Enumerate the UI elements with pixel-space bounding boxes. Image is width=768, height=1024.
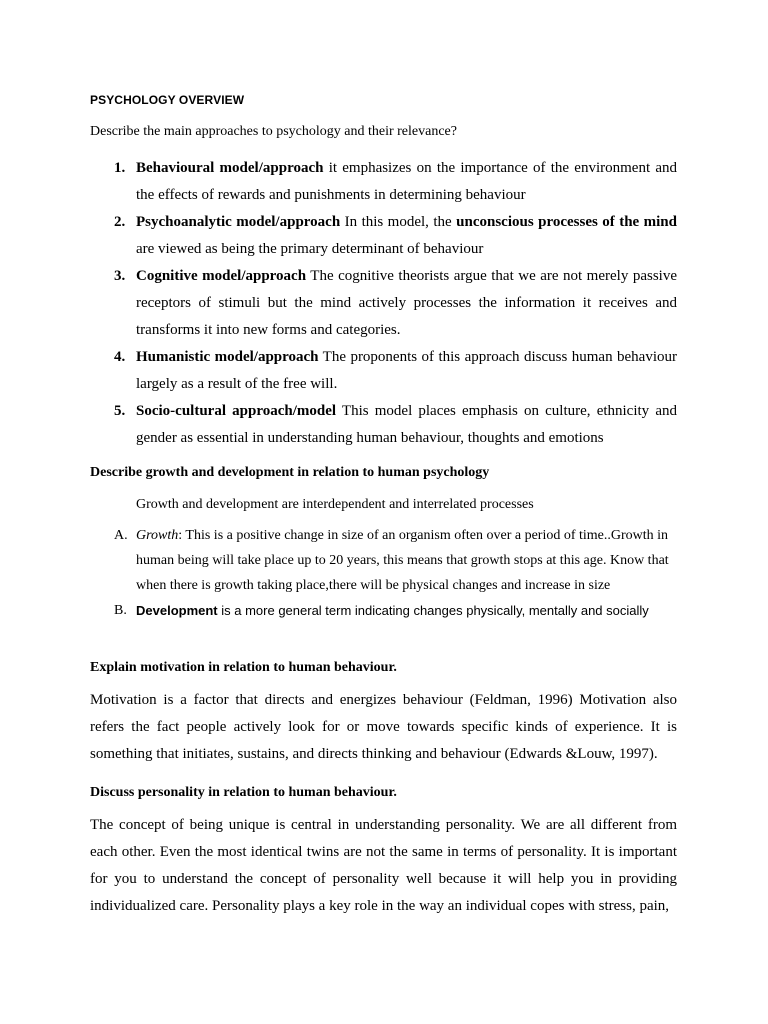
approach-term: Socio-cultural approach/model	[136, 403, 337, 419]
growth-description: : This is a positive change in size of an organism often over a period of time..Growth in human being will take place up to 20 years, this means that growth stops at this age. Know that when there is growth taking place,there will be physical changes and increase in size	[136, 528, 669, 593]
personality-paragraph: The concept of being unique is central in understanding personality. We are all different from each other. Even the most identical twins are not the same in terms of personality. It is important for you to understand the concept of personality well because it will help you in providing individualized care. Personality plays a key role in the way an individual copes with stress, pain,	[90, 817, 677, 914]
development-description: is a more general term indicating changes physically, mentally and socially	[217, 603, 649, 618]
approach-description-start: In this model, the	[340, 214, 457, 230]
gd-item-development	[90, 598, 677, 624]
document-title: PSYCHOLOGY OVERVIEW	[90, 93, 245, 107]
heading-personality: Discuss personality in relation to human behaviour.	[90, 785, 397, 800]
approach-term: Behavioural model/approach	[136, 160, 324, 176]
list-number: 2.	[114, 214, 126, 230]
list-number: 1.	[114, 160, 126, 176]
approach-description: The proponents of this approach discuss human behaviour largely as a result of the free will.	[136, 349, 677, 392]
approach-description: it emphasizes on the importance of the environment and the effects of rewards and punishments in determining behaviour	[136, 160, 677, 203]
approach-term: Humanistic model/approach	[136, 349, 319, 365]
approaches-list	[90, 155, 677, 452]
approach-emphasis: unconscious processes of the mind	[456, 214, 677, 230]
approach-term: Cognitive model/approach	[136, 268, 307, 284]
gd-item-growth	[90, 523, 677, 598]
approach-item-cognitive	[90, 263, 677, 344]
growth-development-list	[90, 523, 677, 624]
approach-item-socio-cultural	[90, 398, 677, 452]
list-number: 4.	[114, 349, 126, 365]
approach-term: Psychoanalytic model/approach	[136, 214, 341, 230]
growth-development-intro: Growth and development are interdependent and interrelated processes	[136, 497, 534, 512]
list-number: 3.	[114, 268, 126, 284]
approach-item-psychoanalytic	[90, 209, 677, 263]
list-number: 5.	[114, 403, 126, 419]
approach-item-behavioural	[90, 155, 677, 209]
approach-description-end: are viewed as being the primary determinant of behaviour	[136, 241, 484, 257]
heading-growth-development: Describe growth and development in relation to human psychology	[90, 465, 490, 480]
approach-item-humanistic	[90, 344, 677, 398]
list-letter: B.	[114, 603, 127, 618]
approach-description: This model places emphasis on culture, ethnicity and gender as essential in understanding human behaviour, thoughts and emotions	[136, 403, 677, 446]
development-term: Development	[136, 603, 218, 618]
motivation-paragraph: Motivation is a factor that directs and energizes behaviour (Feldman, 1996) Motivation also refers the fact people actively look for or move towards specific kinds of experience. It is something that initiates, sustains, and directs thinking and behaviour (Edwards &Louw, 1997).	[90, 692, 677, 762]
list-letter: A.	[114, 528, 128, 543]
development-line	[136, 603, 649, 618]
approach-description: The cognitive theorists argue that we are not merely passive receptors of stimuli but the mind actively processes the information it receives and transforms it into new forms and categories.	[136, 268, 677, 338]
heading-motivation: Explain motivation in relation to human behaviour.	[90, 660, 397, 675]
question-approaches: Describe the main approaches to psychology and their relevance?	[90, 124, 457, 139]
growth-term: Growth	[136, 528, 179, 543]
